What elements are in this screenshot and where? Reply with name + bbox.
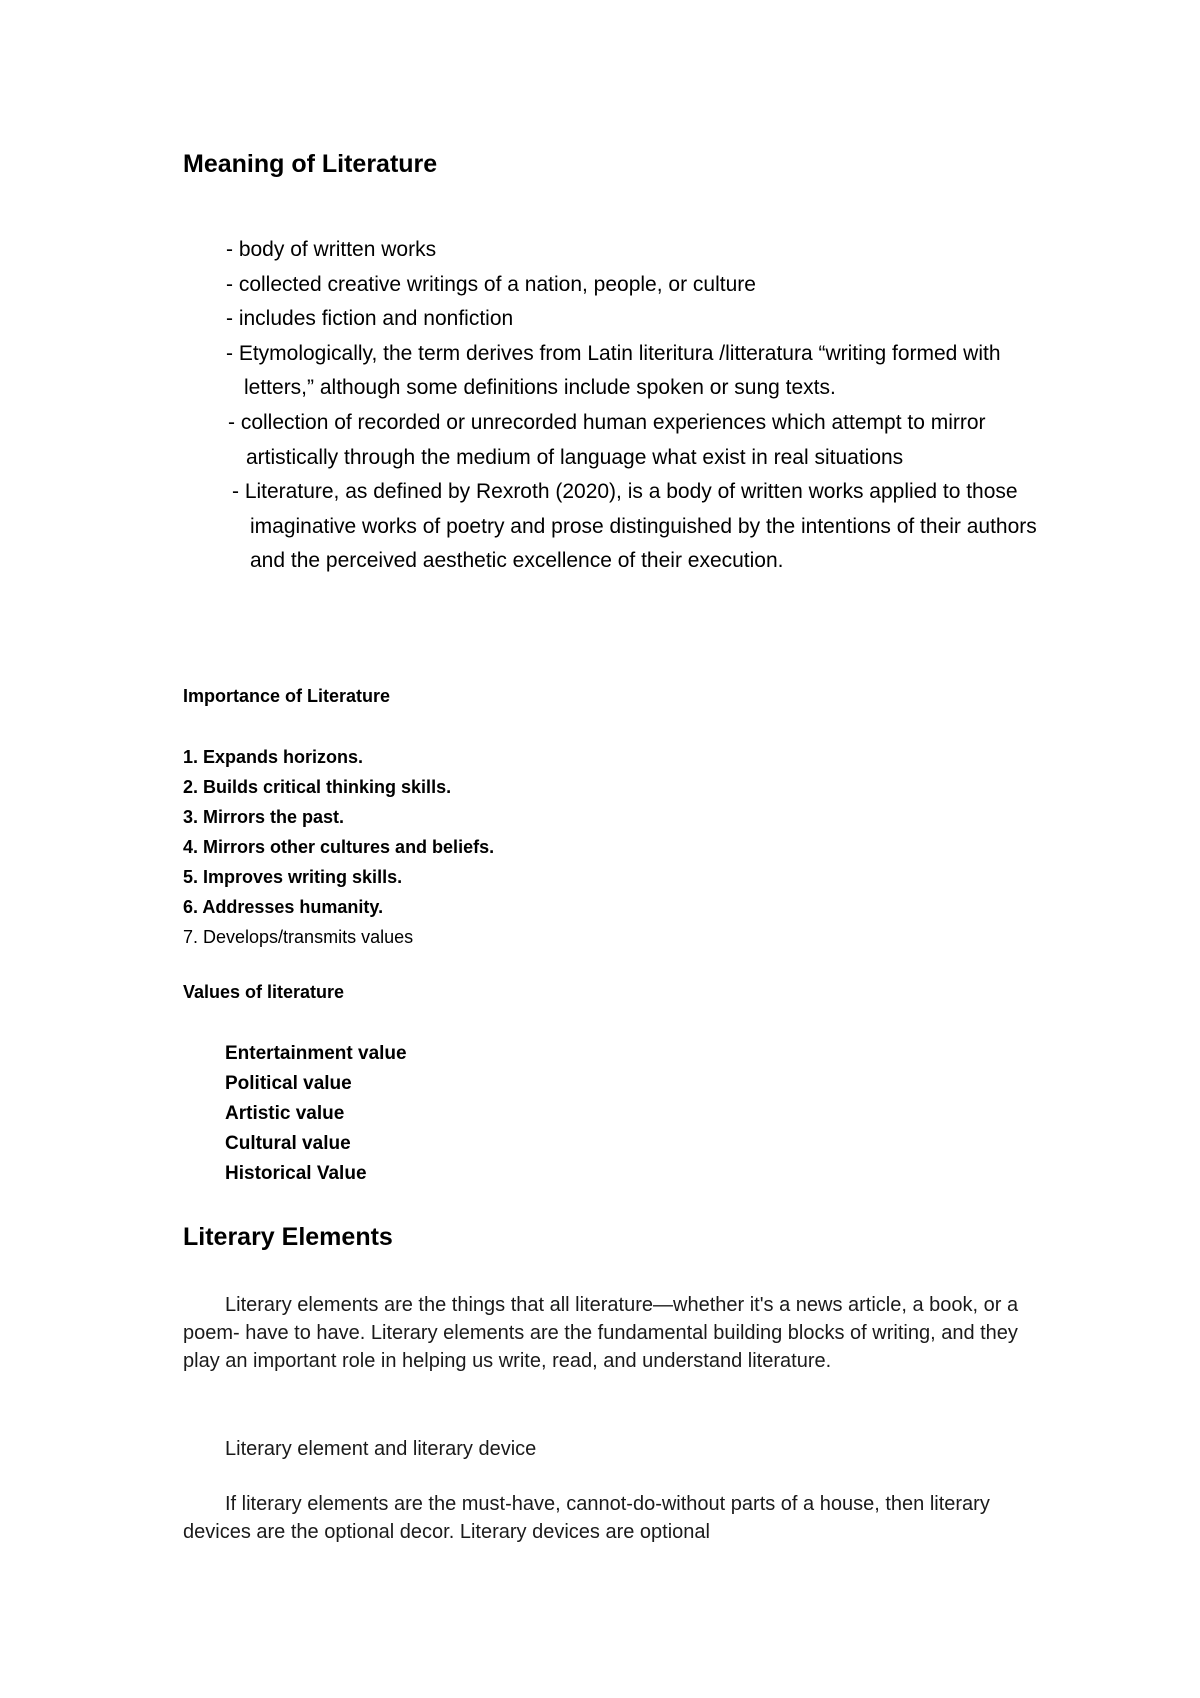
meaning-item: - collection of recorded or unrecorded human experiences which attempt to mirror artistically through the medium of language what exist in real situations (228, 410, 986, 469)
values-item: Entertainment value (225, 1043, 407, 1064)
importance-item: 3. Mirrors the past. (183, 807, 345, 827)
values-item: Artistic value (225, 1103, 345, 1124)
importance-item: 1. Expands horizons. (183, 747, 364, 767)
values-item: Cultural value (225, 1133, 351, 1154)
importance-item: 4. Mirrors other cultures and beliefs. (183, 837, 495, 857)
meaning-item: - Etymologically, the term derives from Latin literitura /litteratura “writing formed with letters,” although some definitions include spoken or sung texts. (226, 341, 1001, 400)
meaning-item: - Literature, as defined by Rexroth (2020), is a body of written works applied to those imaginative works of poetry and prose distinguished by the intentions of their authors and the perceived aesthetic excellence of their execution. (232, 480, 1037, 573)
meaning-item: - includes fiction and nonfiction (226, 307, 514, 331)
importance-item: 7. Develops/transmits values (183, 927, 414, 947)
importance-item: 6. Addresses humanity. (183, 897, 384, 917)
meaning-heading: Meaning of Literature (183, 150, 438, 178)
elements-heading: Literary Elements (183, 1223, 393, 1251)
values-item: Historical Value (225, 1163, 367, 1184)
meaning-item: - collected creative writings of a nation, people, or culture (226, 272, 756, 296)
meaning-item: - body of written works (226, 238, 437, 261)
meaning-list (226, 233, 1046, 579)
values-list (225, 1039, 407, 1189)
elements-subtitle: Literary element and literary device (225, 1438, 537, 1460)
elements-paragraph: Literary elements are the things that all literature—whether it's a news article, a book, or a poem- have to have. Literary elements are the fundamental building blocks of writing, and they play an important role in helping us write, read, and understand literature. (183, 1294, 1019, 1372)
values-item: Political value (225, 1073, 352, 1094)
elements-paragraph: If literary elements are the must-have, cannot-do-without parts of a house, then literary devices are the optional decor. Literary devices are optional (183, 1493, 990, 1543)
importance-item: 2. Builds critical thinking skills. (183, 777, 452, 797)
values-heading: Values of literature (183, 982, 345, 1002)
importance-heading: Importance of Literature (183, 686, 391, 706)
importance-item: 5. Improves writing skills. (183, 867, 403, 887)
importance-list (183, 742, 494, 952)
